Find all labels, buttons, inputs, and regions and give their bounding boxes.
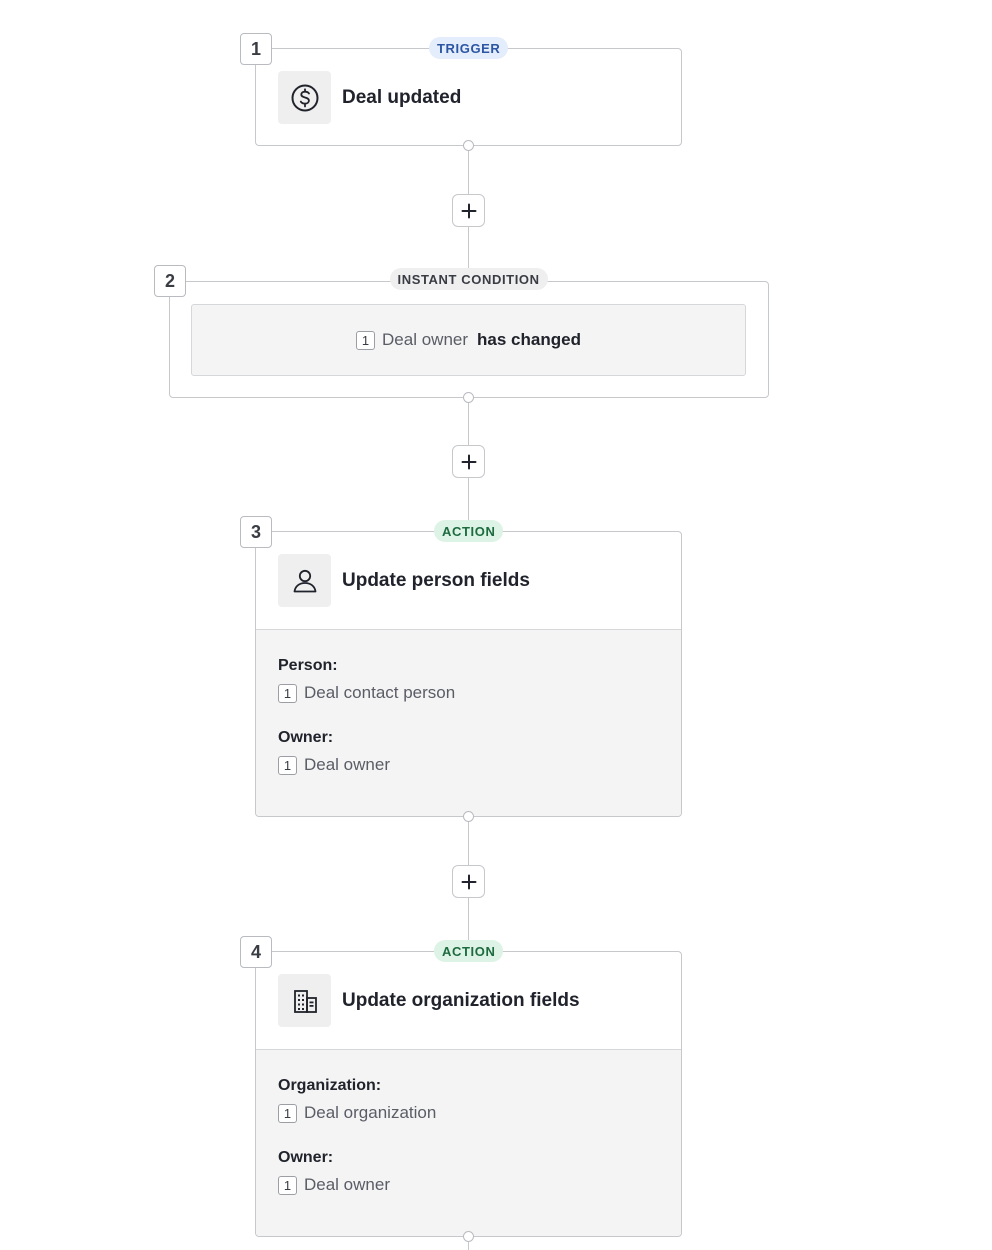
plus-icon <box>461 874 477 890</box>
action-badge: ACTION <box>434 520 503 542</box>
condition-rule[interactable] <box>191 304 746 376</box>
output-port-4[interactable] <box>463 1231 474 1242</box>
field-value-owner: 1 Deal owner <box>278 1175 390 1195</box>
person-icon <box>290 566 320 596</box>
action-fields <box>256 629 681 816</box>
step-number-2: 2 <box>154 265 186 297</box>
field-label-owner: Owner: <box>278 1149 334 1166</box>
field-value-organization: 1 Deal organization <box>278 1103 436 1123</box>
field-label-owner: Owner: <box>278 729 334 746</box>
action-card-person[interactable] <box>255 531 682 817</box>
output-port-3[interactable] <box>463 811 474 822</box>
trigger-title: Deal updated <box>342 87 462 108</box>
step-ref-badge: 1 <box>356 331 375 350</box>
field-label-person: Person: <box>278 657 338 674</box>
output-port-2[interactable] <box>463 392 474 403</box>
action-card-organization[interactable] <box>255 951 682 1237</box>
action-fields <box>256 1049 681 1236</box>
add-step-button-2[interactable] <box>452 445 485 478</box>
building-icon <box>290 986 320 1016</box>
trigger-card[interactable] <box>255 48 682 146</box>
dollar-circle-icon <box>290 83 320 113</box>
step-ref-badge: 1 <box>278 684 297 703</box>
trigger-badge: TRIGGER <box>429 37 508 59</box>
plus-icon <box>461 454 477 470</box>
action-title: Update person fields <box>342 570 530 591</box>
step-ref-badge: 1 <box>278 1176 297 1195</box>
condition-card[interactable] <box>169 281 769 398</box>
output-port-1[interactable] <box>463 140 474 151</box>
add-step-button-1[interactable] <box>452 194 485 227</box>
add-step-button-3[interactable] <box>452 865 485 898</box>
trigger-icon-box <box>278 71 331 124</box>
condition-badge: INSTANT CONDITION <box>390 268 548 290</box>
action-icon-box <box>278 554 331 607</box>
action-icon-box <box>278 974 331 1027</box>
step-number-4: 4 <box>240 936 272 968</box>
plus-icon <box>461 203 477 219</box>
field-label-organization: Organization: <box>278 1077 382 1094</box>
field-value-owner: 1 Deal owner <box>278 755 390 775</box>
condition-field: Deal owner <box>382 330 469 349</box>
field-value-person: 1 Deal contact person <box>278 683 455 703</box>
action-badge: ACTION <box>434 940 503 962</box>
step-number-3: 3 <box>240 516 272 548</box>
step-ref-badge: 1 <box>278 1104 297 1123</box>
action-title: Update organization fields <box>342 990 580 1011</box>
condition-operator: has changed <box>477 330 581 349</box>
step-ref-badge: 1 <box>278 756 297 775</box>
step-number-1: 1 <box>240 33 272 65</box>
